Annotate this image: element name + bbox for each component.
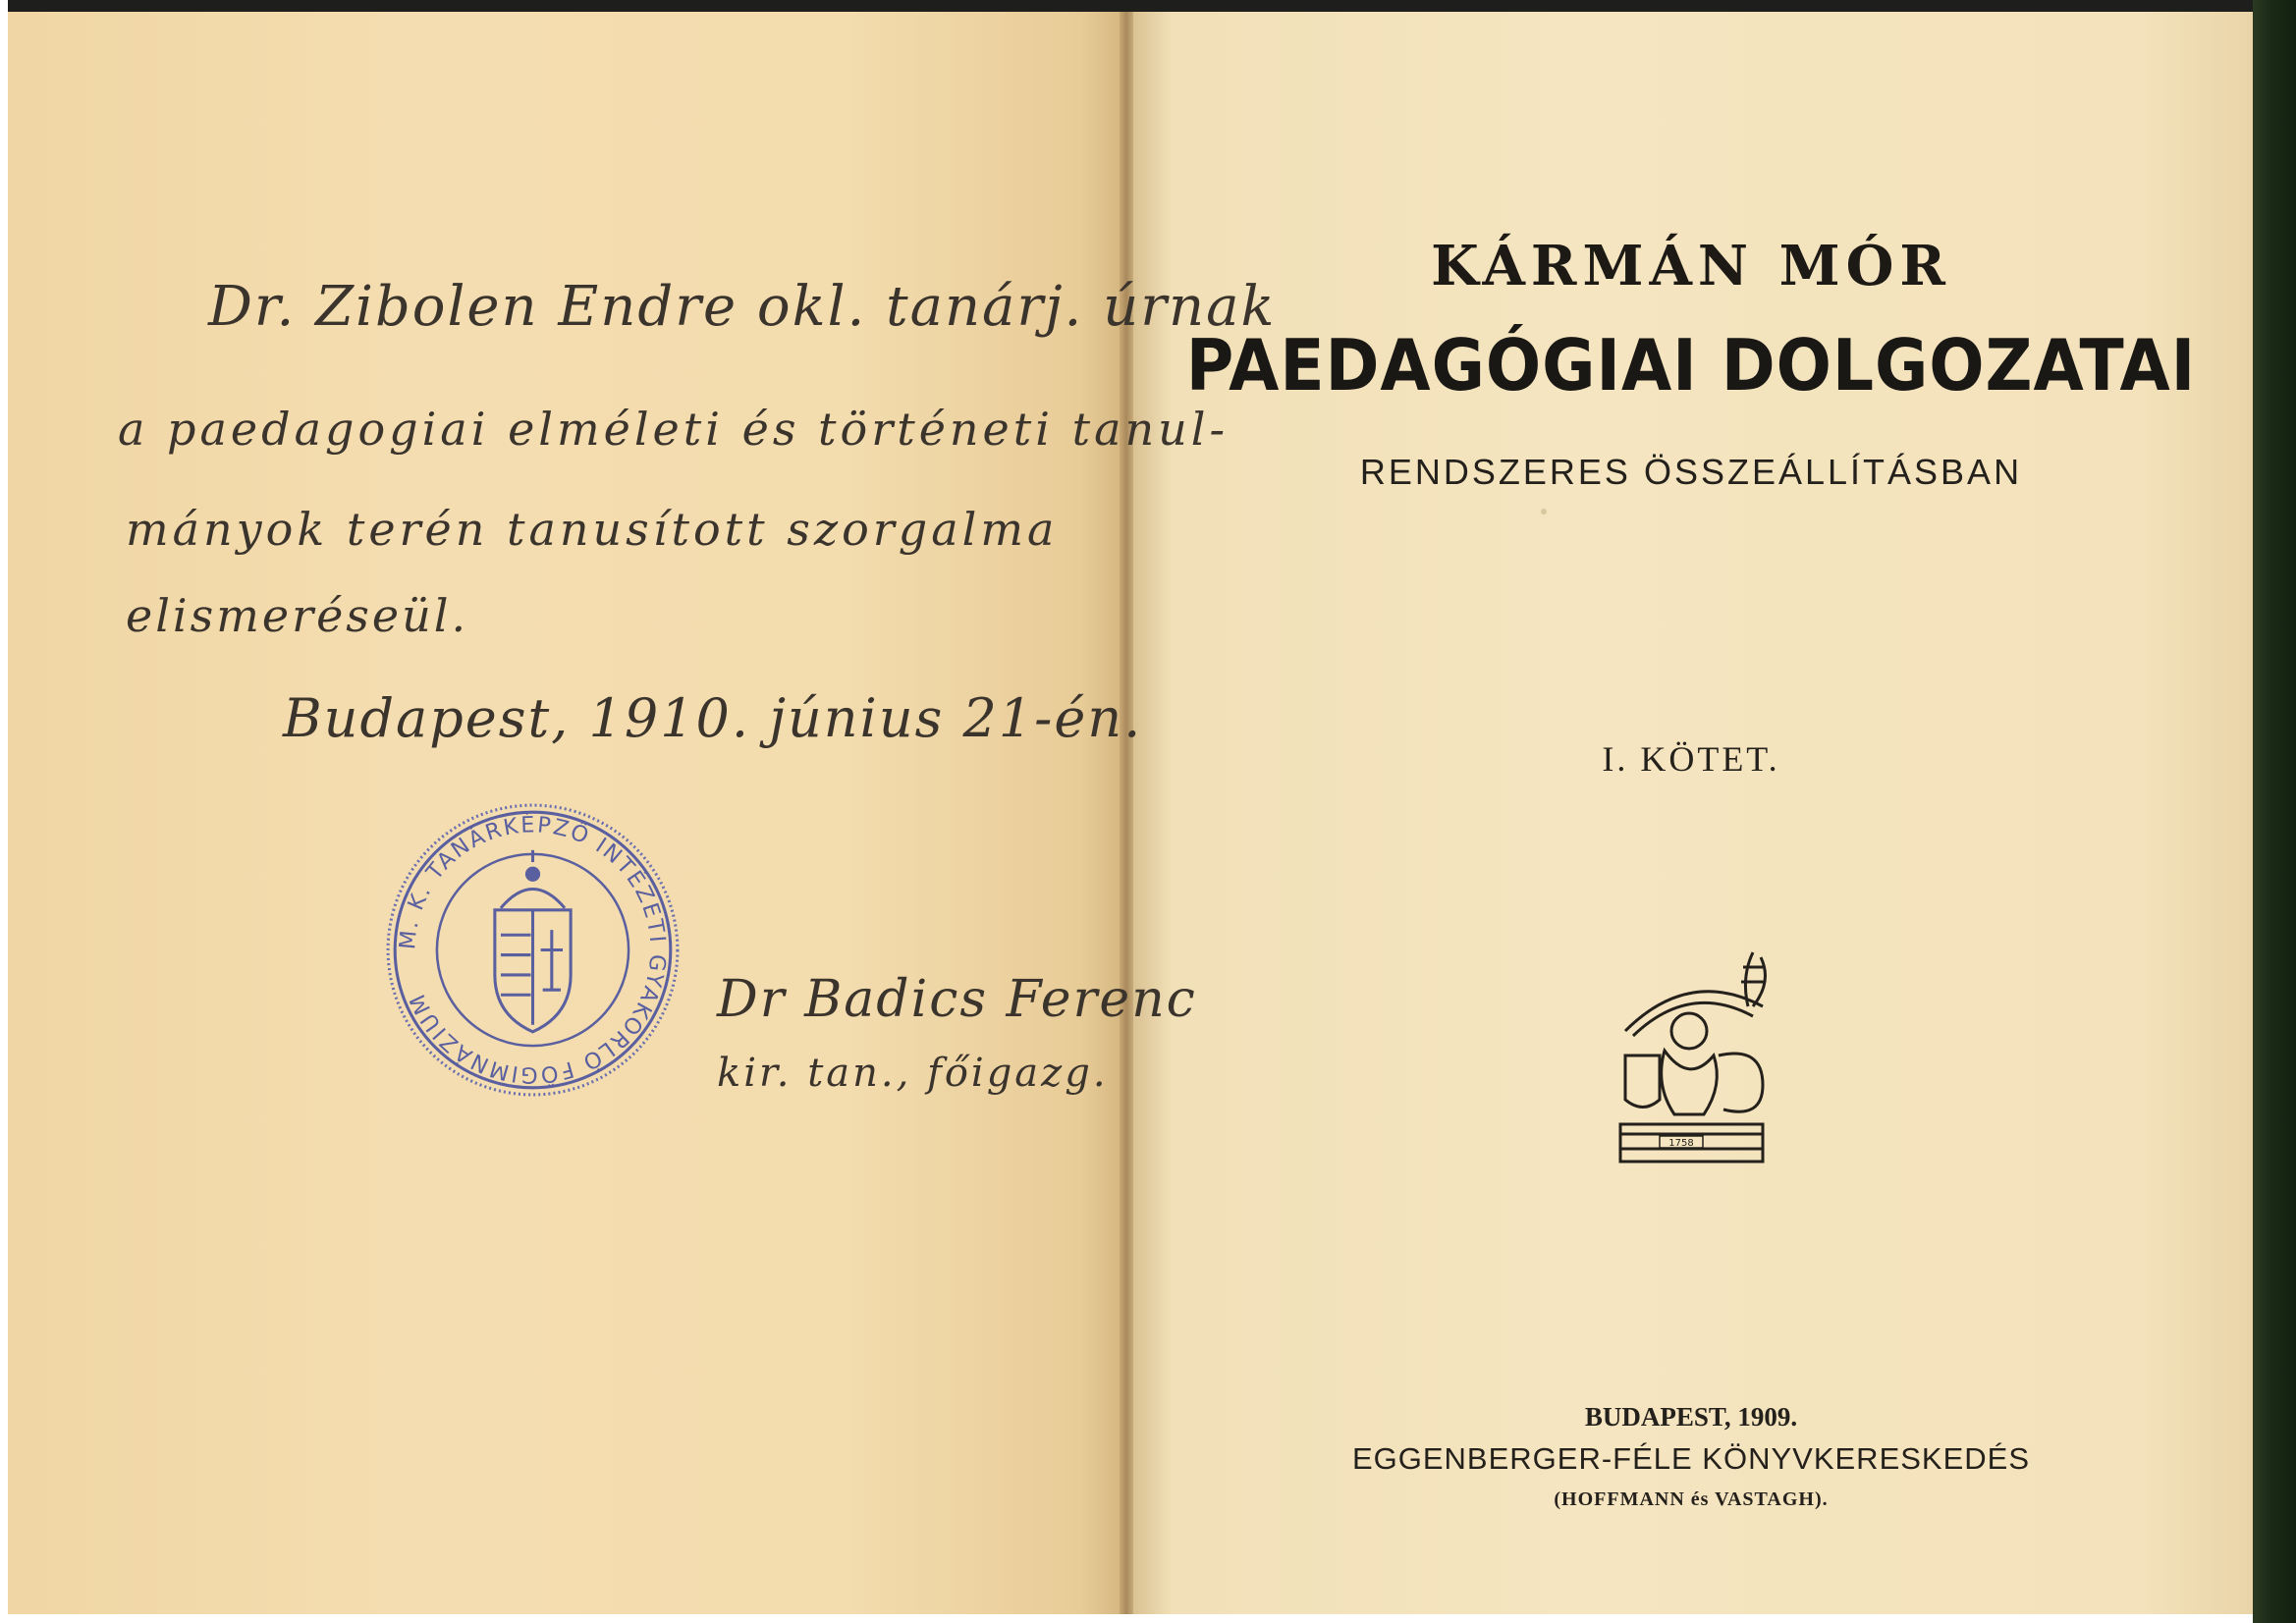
imprint-publisher: EGGENBERGER-FÉLE KÖNYVKERESKEDÉS — [1351, 1441, 2031, 1476]
school-stamp — [383, 800, 683, 1100]
inscription-date: Budapest, 1910. június 21-én. — [283, 687, 1143, 749]
coat-of-arms-icon — [495, 850, 571, 1032]
inscription-line-3: mányok terén tanusított szorgalma — [126, 503, 1059, 556]
publisher-mark-year: 1758 — [1668, 1138, 1694, 1149]
inscription-line-4: elismeréseül. — [126, 589, 469, 642]
signature: Dr Badics Ferenc — [717, 970, 1197, 1029]
volume-label: I. KÖTET. — [1602, 739, 1780, 779]
author-name: KÁRMÁN MÓR — [1431, 234, 1951, 298]
imprint-publisher-owners: (HOFFMANN és VASTAGH). — [1554, 1488, 1829, 1510]
stamp-text: M. K. TANÁRKÉPZŐ INTÉZETI GYAKORLÓ FŐGIMNÁZIUM — [395, 812, 671, 1088]
publisher-mark-icon — [1606, 938, 1777, 1173]
inscription-line-2: a paedagogiai elméleti és történeti tanul- — [118, 403, 1230, 456]
imprint-place-year: BUDAPEST, 1909. — [1584, 1402, 1798, 1432]
book-subtitle: RENDSZERES ÖSSZEÁLLÍTÁSBAN — [1359, 452, 2023, 492]
book-cover-edge — [2253, 0, 2296, 1623]
inscription-line-1: Dr. Zibolen Endre okl. tanárj. úrnak — [208, 275, 1277, 339]
book-title: PAEDAGÓGIAI DOLGOZATAI — [1185, 324, 2197, 406]
paper-speck — [1541, 509, 1547, 514]
signature-title: kir. tan., főigazg. — [717, 1051, 1109, 1096]
